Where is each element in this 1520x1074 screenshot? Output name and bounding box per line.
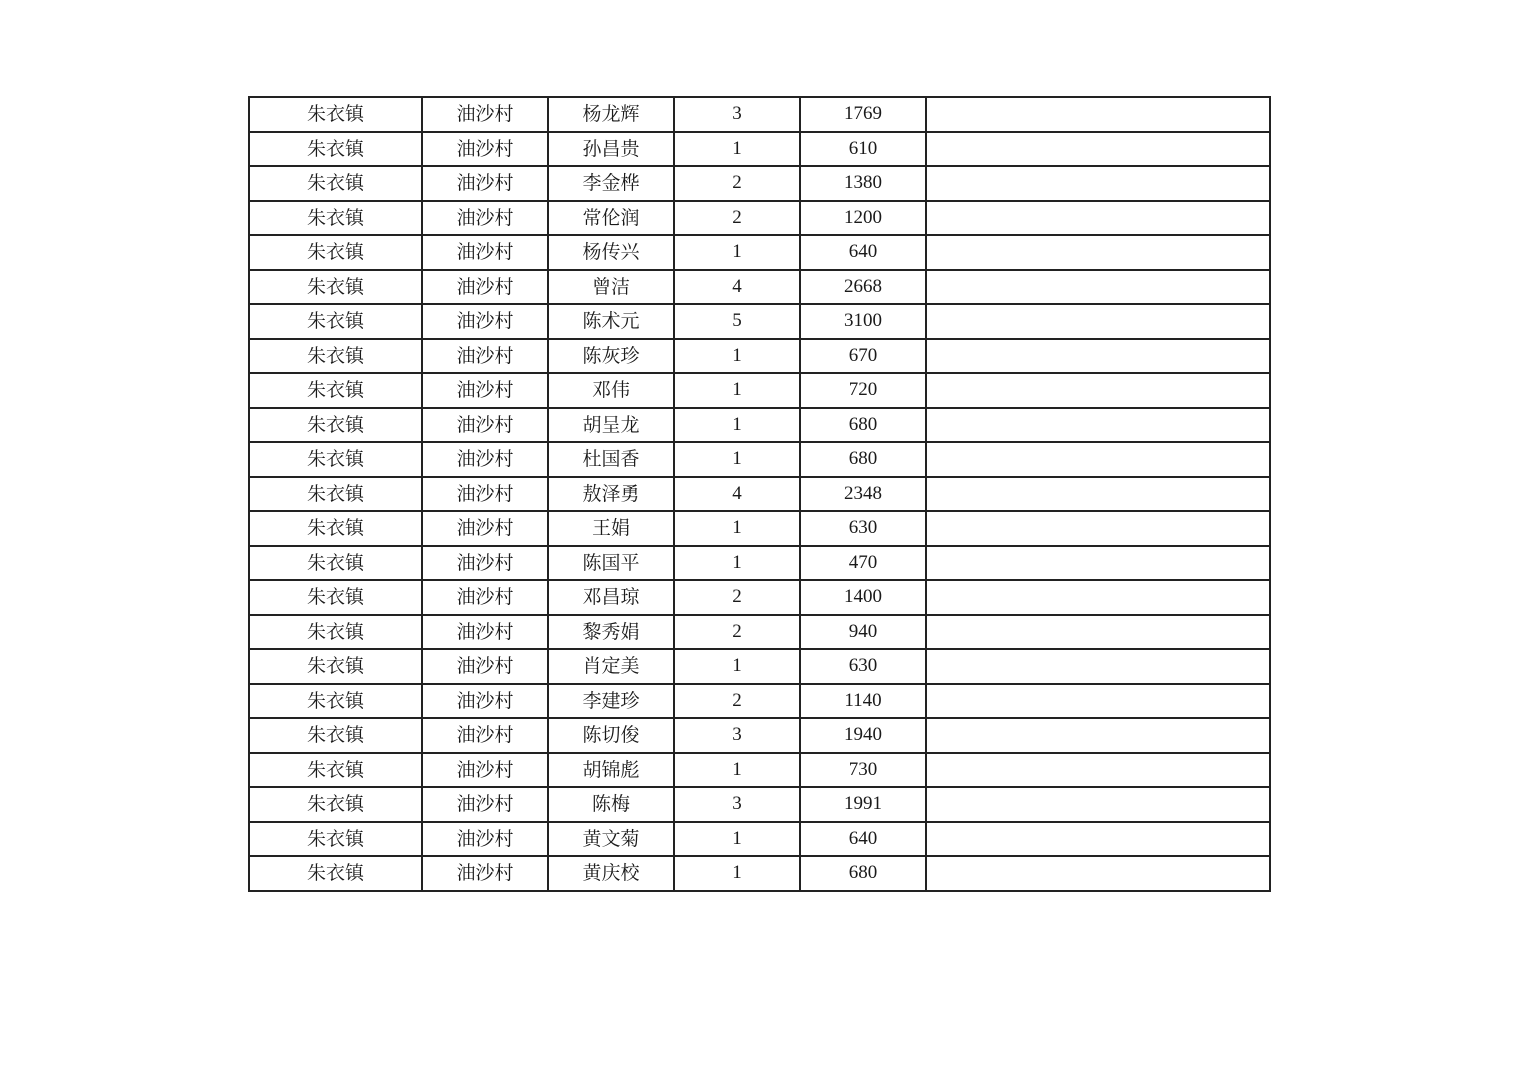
cell-note xyxy=(926,166,1270,201)
table-row xyxy=(249,684,1270,719)
cell-village: 油沙村 xyxy=(422,477,548,512)
cell-household-size: 2 xyxy=(674,580,800,615)
cell-village: 油沙村 xyxy=(422,408,548,443)
cell-note xyxy=(926,408,1270,443)
cell-amount: 680 xyxy=(800,408,926,443)
cell-village: 油沙村 xyxy=(422,787,548,822)
cell-name: 敖泽勇 xyxy=(548,477,674,512)
cell-town: 朱衣镇 xyxy=(249,442,422,477)
cell-note xyxy=(926,304,1270,339)
cell-village: 油沙村 xyxy=(422,580,548,615)
cell-note xyxy=(926,201,1270,236)
cell-name: 常伦润 xyxy=(548,201,674,236)
cell-name: 陈灰珍 xyxy=(548,339,674,374)
cell-town: 朱衣镇 xyxy=(249,822,422,857)
cell-household-size: 1 xyxy=(674,339,800,374)
cell-town: 朱衣镇 xyxy=(249,408,422,443)
cell-village: 油沙村 xyxy=(422,97,548,132)
cell-household-size: 3 xyxy=(674,787,800,822)
cell-town: 朱衣镇 xyxy=(249,684,422,719)
cell-amount: 730 xyxy=(800,753,926,788)
table-row xyxy=(249,822,1270,857)
cell-name: 黄庆校 xyxy=(548,856,674,891)
cell-household-size: 3 xyxy=(674,97,800,132)
cell-amount: 2348 xyxy=(800,477,926,512)
cell-village: 油沙村 xyxy=(422,339,548,374)
cell-name: 杜国香 xyxy=(548,442,674,477)
cell-name: 陈切俊 xyxy=(548,718,674,753)
cell-note xyxy=(926,373,1270,408)
cell-name: 杨龙辉 xyxy=(548,97,674,132)
table-row xyxy=(249,546,1270,581)
cell-household-size: 1 xyxy=(674,822,800,857)
cell-household-size: 2 xyxy=(674,201,800,236)
cell-amount: 1940 xyxy=(800,718,926,753)
cell-town: 朱衣镇 xyxy=(249,580,422,615)
table-row xyxy=(249,787,1270,822)
cell-town: 朱衣镇 xyxy=(249,718,422,753)
cell-village: 油沙村 xyxy=(422,856,548,891)
cell-town: 朱衣镇 xyxy=(249,132,422,167)
cell-household-size: 4 xyxy=(674,477,800,512)
cell-village: 油沙村 xyxy=(422,304,548,339)
cell-note xyxy=(926,822,1270,857)
table-row xyxy=(249,856,1270,891)
cell-note xyxy=(926,442,1270,477)
cell-name: 邓伟 xyxy=(548,373,674,408)
cell-household-size: 2 xyxy=(674,684,800,719)
cell-village: 油沙村 xyxy=(422,684,548,719)
cell-note xyxy=(926,787,1270,822)
cell-name: 陈国平 xyxy=(548,546,674,581)
cell-town: 朱衣镇 xyxy=(249,373,422,408)
cell-amount: 470 xyxy=(800,546,926,581)
cell-note xyxy=(926,684,1270,719)
cell-amount: 2668 xyxy=(800,270,926,305)
cell-village: 油沙村 xyxy=(422,649,548,684)
cell-household-size: 2 xyxy=(674,615,800,650)
cell-town: 朱衣镇 xyxy=(249,97,422,132)
table-row xyxy=(249,373,1270,408)
cell-note xyxy=(926,546,1270,581)
cell-household-size: 1 xyxy=(674,442,800,477)
cell-name: 李金桦 xyxy=(548,166,674,201)
cell-village: 油沙村 xyxy=(422,753,548,788)
cell-household-size: 3 xyxy=(674,718,800,753)
table-row xyxy=(249,615,1270,650)
cell-village: 油沙村 xyxy=(422,615,548,650)
cell-household-size: 1 xyxy=(674,373,800,408)
cell-amount: 630 xyxy=(800,649,926,684)
cell-household-size: 1 xyxy=(674,132,800,167)
cell-town: 朱衣镇 xyxy=(249,511,422,546)
cell-town: 朱衣镇 xyxy=(249,787,422,822)
cell-household-size: 1 xyxy=(674,649,800,684)
table-row xyxy=(249,580,1270,615)
cell-village: 油沙村 xyxy=(422,235,548,270)
cell-household-size: 5 xyxy=(674,304,800,339)
cell-amount: 610 xyxy=(800,132,926,167)
cell-note xyxy=(926,511,1270,546)
cell-amount: 630 xyxy=(800,511,926,546)
cell-town: 朱衣镇 xyxy=(249,546,422,581)
cell-name: 胡呈龙 xyxy=(548,408,674,443)
cell-note xyxy=(926,339,1270,374)
cell-town: 朱衣镇 xyxy=(249,270,422,305)
cell-town: 朱衣镇 xyxy=(249,201,422,236)
cell-amount: 3100 xyxy=(800,304,926,339)
cell-name: 陈术元 xyxy=(548,304,674,339)
cell-town: 朱衣镇 xyxy=(249,339,422,374)
table-row xyxy=(249,97,1270,132)
cell-town: 朱衣镇 xyxy=(249,235,422,270)
cell-village: 油沙村 xyxy=(422,546,548,581)
cell-town: 朱衣镇 xyxy=(249,166,422,201)
cell-name: 王娟 xyxy=(548,511,674,546)
data-table xyxy=(248,96,1271,892)
table-row xyxy=(249,166,1270,201)
cell-village: 油沙村 xyxy=(422,511,548,546)
cell-amount: 670 xyxy=(800,339,926,374)
cell-household-size: 1 xyxy=(674,511,800,546)
cell-amount: 1400 xyxy=(800,580,926,615)
table-row xyxy=(249,649,1270,684)
cell-amount: 1991 xyxy=(800,787,926,822)
table-body xyxy=(249,97,1270,891)
cell-note xyxy=(926,132,1270,167)
table-row xyxy=(249,270,1270,305)
cell-name: 肖定美 xyxy=(548,649,674,684)
cell-note xyxy=(926,477,1270,512)
table-row xyxy=(249,477,1270,512)
cell-town: 朱衣镇 xyxy=(249,477,422,512)
cell-village: 油沙村 xyxy=(422,373,548,408)
table-row xyxy=(249,753,1270,788)
cell-note xyxy=(926,856,1270,891)
cell-village: 油沙村 xyxy=(422,718,548,753)
cell-amount: 1140 xyxy=(800,684,926,719)
cell-household-size: 2 xyxy=(674,166,800,201)
table-row xyxy=(249,718,1270,753)
cell-amount: 1200 xyxy=(800,201,926,236)
cell-village: 油沙村 xyxy=(422,201,548,236)
cell-name: 曾洁 xyxy=(548,270,674,305)
cell-amount: 1769 xyxy=(800,97,926,132)
cell-town: 朱衣镇 xyxy=(249,753,422,788)
table-row xyxy=(249,511,1270,546)
cell-town: 朱衣镇 xyxy=(249,304,422,339)
cell-village: 油沙村 xyxy=(422,270,548,305)
cell-amount: 1380 xyxy=(800,166,926,201)
table-row xyxy=(249,304,1270,339)
cell-household-size: 1 xyxy=(674,856,800,891)
table-row xyxy=(249,339,1270,374)
cell-name: 陈梅 xyxy=(548,787,674,822)
cell-name: 李建珍 xyxy=(548,684,674,719)
cell-note xyxy=(926,97,1270,132)
table-row xyxy=(249,235,1270,270)
cell-name: 黄文菊 xyxy=(548,822,674,857)
cell-note xyxy=(926,615,1270,650)
cell-note xyxy=(926,718,1270,753)
cell-town: 朱衣镇 xyxy=(249,856,422,891)
cell-note xyxy=(926,580,1270,615)
cell-household-size: 1 xyxy=(674,546,800,581)
cell-name: 邓昌琼 xyxy=(548,580,674,615)
table-row xyxy=(249,442,1270,477)
cell-amount: 640 xyxy=(800,822,926,857)
table-row xyxy=(249,408,1270,443)
cell-amount: 680 xyxy=(800,442,926,477)
cell-amount: 640 xyxy=(800,235,926,270)
cell-amount: 940 xyxy=(800,615,926,650)
cell-name: 黎秀娟 xyxy=(548,615,674,650)
cell-name: 孙昌贵 xyxy=(548,132,674,167)
cell-note xyxy=(926,270,1270,305)
cell-note xyxy=(926,235,1270,270)
cell-household-size: 4 xyxy=(674,270,800,305)
cell-village: 油沙村 xyxy=(422,442,548,477)
cell-note xyxy=(926,753,1270,788)
cell-town: 朱衣镇 xyxy=(249,615,422,650)
table-row xyxy=(249,132,1270,167)
cell-note xyxy=(926,649,1270,684)
table-row xyxy=(249,201,1270,236)
cell-village: 油沙村 xyxy=(422,822,548,857)
cell-amount: 680 xyxy=(800,856,926,891)
cell-village: 油沙村 xyxy=(422,132,548,167)
cell-village: 油沙村 xyxy=(422,166,548,201)
cell-name: 胡锦彪 xyxy=(548,753,674,788)
cell-town: 朱衣镇 xyxy=(249,649,422,684)
cell-household-size: 1 xyxy=(674,235,800,270)
cell-household-size: 1 xyxy=(674,408,800,443)
cell-household-size: 1 xyxy=(674,753,800,788)
cell-amount: 720 xyxy=(800,373,926,408)
cell-name: 杨传兴 xyxy=(548,235,674,270)
